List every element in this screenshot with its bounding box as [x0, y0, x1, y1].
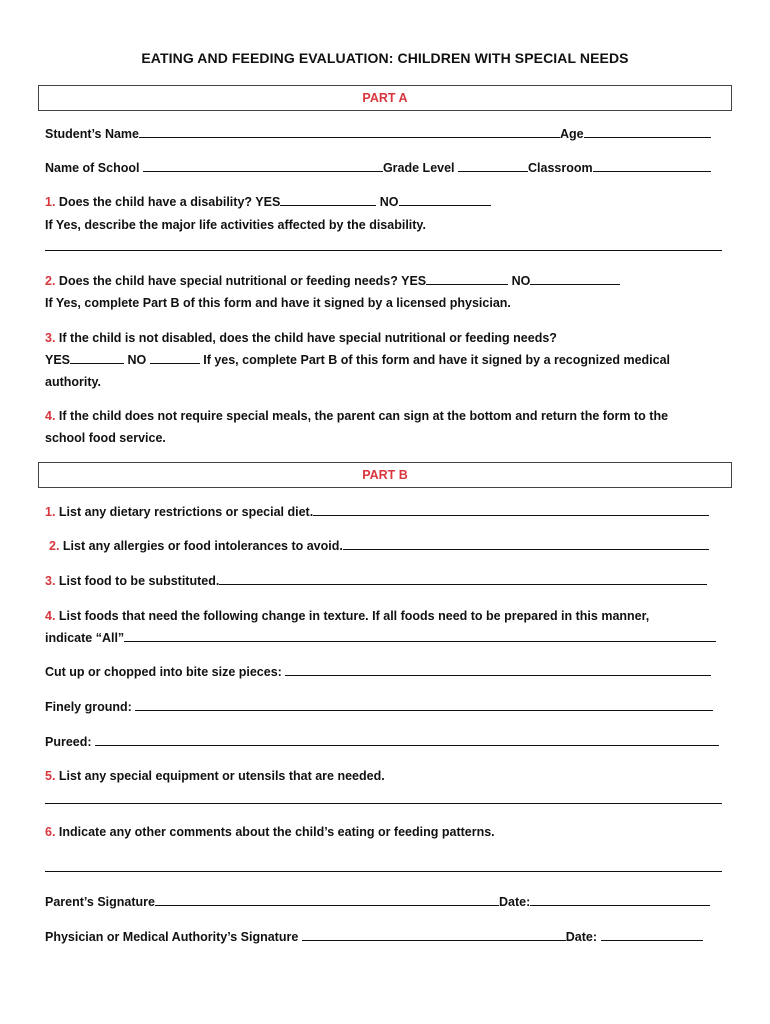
parent-signature-label: Parent’s Signature [45, 895, 155, 909]
b-q5-number: 5. [45, 769, 56, 783]
pureed-row [45, 734, 719, 750]
b-q2-text: List any allergies or food intolerances to avoid. [62, 539, 343, 553]
school-label: Name of School [45, 161, 140, 175]
part-b-q6 [45, 824, 495, 840]
b-q5-text: List any special equipment or utensils that are needed. [58, 769, 385, 783]
part-a-heading: PART A [38, 85, 732, 111]
part-a-q2 [45, 273, 620, 289]
part-b-q2 [49, 538, 709, 554]
cut-up-row [45, 664, 711, 680]
q2-number: 2. [45, 274, 56, 288]
student-name-label: Student’s Name [45, 127, 140, 141]
school-row [45, 160, 711, 176]
b-q2-number: 2. [49, 539, 60, 553]
b-q4-text-2: indicate “All” [45, 631, 125, 645]
age-label: Age [560, 127, 584, 141]
q3-follow: If yes, complete Part B of this form and have it signed by a recognized medical [203, 353, 671, 367]
q1-text: Does the child have a disability? YES [58, 195, 281, 209]
q3-options [45, 352, 670, 368]
q4-text-2: school food service. [45, 431, 166, 445]
age-field[interactable] [584, 126, 711, 138]
q1-no-field[interactable] [399, 194, 491, 206]
physician-signature-row [45, 929, 703, 945]
q1-yes-field[interactable] [280, 194, 376, 206]
student-name-field[interactable] [139, 126, 560, 138]
pureed-field[interactable] [95, 734, 719, 746]
b-q6-number: 6. [45, 825, 56, 839]
q2-no-field[interactable] [530, 273, 620, 285]
parent-date-field[interactable] [530, 894, 710, 906]
part-b-heading: PART B [38, 462, 732, 488]
q1-answer-line[interactable] [45, 250, 722, 251]
b-q3-field[interactable] [219, 573, 707, 585]
cut-up-label: Cut up or chopped into bite size pieces: [45, 665, 282, 679]
q2-no-label: NO [511, 274, 531, 288]
part-b-q4 [45, 608, 649, 624]
b-q1-text: List any dietary restrictions or special diet. [58, 505, 314, 519]
b-q4-field[interactable] [124, 630, 716, 642]
q2-text: Does the child have special nutritional or feeding needs? YES [58, 274, 427, 288]
q1-number: 1. [45, 195, 56, 209]
school-field[interactable] [143, 160, 383, 172]
b-q6-answer-line[interactable] [45, 871, 722, 872]
grade-field[interactable] [458, 160, 528, 172]
classroom-field[interactable] [593, 160, 711, 172]
q3-yes-label: YES [45, 353, 71, 367]
part-b-q1 [45, 504, 709, 520]
q3-no-label: NO [127, 353, 147, 367]
pureed-label: Pureed: [45, 735, 92, 749]
finely-ground-row [45, 699, 713, 715]
part-a-q1 [45, 194, 491, 210]
q4-text: If the child does not require special meals, the parent can sign at the bottom and return the form to the [58, 409, 669, 423]
student-row [45, 126, 711, 142]
b-q4-text: List foods that need the following change in texture. If all foods need to be prepared in this manner, [58, 609, 650, 623]
q3-number: 3. [45, 331, 56, 345]
b-q6-text: Indicate any other comments about the child’s eating or feeding patterns. [58, 825, 495, 839]
q3-no-field[interactable] [150, 352, 200, 364]
part-b-q3 [45, 573, 707, 589]
finely-ground-label: Finely ground: [45, 700, 132, 714]
b-q4-number: 4. [45, 609, 56, 623]
physician-date-label: Date: [565, 930, 598, 944]
classroom-label: Classroom [528, 161, 593, 175]
b-q1-field[interactable] [313, 504, 709, 516]
b-q2-field[interactable] [343, 538, 709, 550]
parent-signature-row [45, 894, 710, 910]
parent-date-label: Date: [499, 895, 531, 909]
q4-number: 4. [45, 409, 56, 423]
parent-signature-field[interactable] [155, 894, 499, 906]
b-q4-line-2 [45, 630, 716, 646]
q3-follow-2: authority. [45, 375, 102, 389]
part-a-q3 [45, 330, 557, 346]
physician-date-field[interactable] [601, 929, 703, 941]
b-q3-text: List food to be substituted. [58, 574, 220, 588]
form-title: EATING AND FEEDING EVALUATION: CHILDREN WITH SPECIAL NEEDS [141, 50, 629, 66]
finely-ground-field[interactable] [135, 699, 713, 711]
b-q1-number: 1. [45, 505, 56, 519]
cut-up-field[interactable] [285, 664, 711, 676]
q3-text: If the child is not disabled, does the child have special nutritional or feeding needs? [58, 331, 557, 345]
part-b-q5 [45, 768, 385, 784]
q3-yes-field[interactable] [70, 352, 124, 364]
b-q3-number: 3. [45, 574, 56, 588]
part-a-q4 [45, 408, 668, 424]
grade-label: Grade Level [382, 161, 455, 175]
q1-no-label: NO [379, 195, 399, 209]
q1-follow: If Yes, describe the major life activities affected by the disability. [45, 218, 426, 232]
b-q5-answer-line[interactable] [45, 803, 722, 804]
q2-follow: If Yes, complete Part B of this form and have it signed by a licensed physician. [45, 296, 511, 310]
physician-signature-label: Physician or Medical Authority’s Signature [45, 930, 299, 944]
physician-signature-field[interactable] [302, 929, 566, 941]
q2-yes-field[interactable] [426, 273, 508, 285]
